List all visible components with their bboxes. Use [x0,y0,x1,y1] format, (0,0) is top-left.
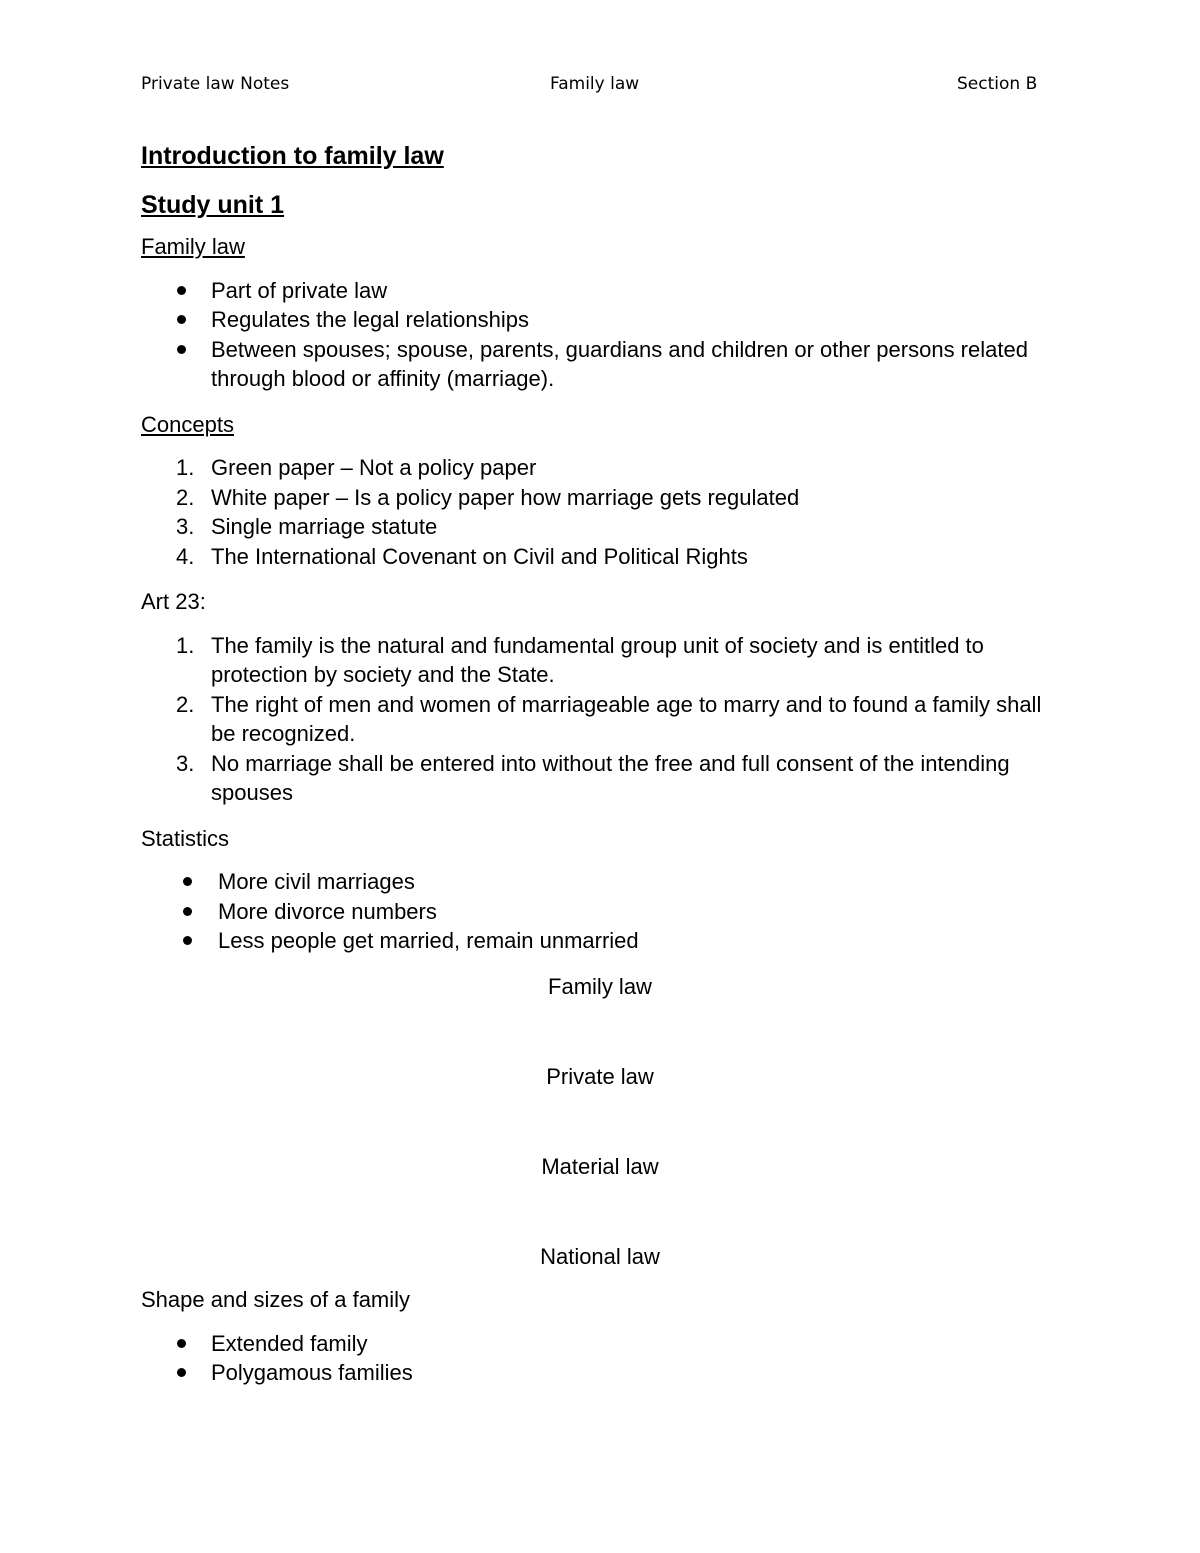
hierarchy-term: National law [540,1243,660,1269]
list-text: Green paper – Not a policy paper [211,455,537,480]
list-item: Part of private law [141,276,1061,306]
list-item: Regulates the legal relationships [141,305,1061,335]
list-item: Less people get married, remain unmarried [141,926,1061,956]
list-text: Single marriage statute [211,514,438,539]
list-item: Between spouses; spouse, parents, guardians and children or other persons related through blood or affinity (marriage). [141,335,1061,394]
hierarchy-term: Private law [546,1063,654,1089]
list-text: No marriage shall be entered into without the free and full consent of the intending spouses [211,750,1010,805]
list-item [141,631,1061,690]
list-text: The family is the natural and fundamental group unit of society and is entitled to protection by society and the State. [211,632,984,687]
study-unit-heading: Study unit 1 [141,191,285,219]
statistics-list [141,867,1061,956]
family-law-list [141,276,1061,394]
list-number: 4. [176,543,195,569]
list-text: The International Covenant on Civil and Political Rights [211,543,748,569]
header-center: Family law [550,74,640,94]
list-item [141,690,1061,749]
hierarchy-term: Material law [541,1153,659,1179]
list-item: Extended family [141,1329,1061,1359]
list-number: 1. [176,632,195,658]
list-item [141,512,1061,542]
list-item [141,749,1061,808]
statistics-heading: Statistics [141,825,230,851]
hierarchy-term: Family law [548,973,652,999]
art23-list [141,631,1061,808]
list-number: 3. [176,514,195,539]
list-item: More divorce numbers [141,897,1061,927]
list-text: The right of men and women of marriageable age to marry and to found a family shall be recognized. [211,691,1042,746]
concepts-list [141,453,1061,571]
family-law-heading: Family law [141,234,245,259]
shape-list [141,1329,1061,1388]
list-number: 3. [176,750,195,776]
list-item [141,453,1061,483]
concepts-heading: Concepts [141,411,234,437]
list-text: White paper – Is a policy paper how marriage gets regulated [211,484,800,510]
spacer [141,1001,1061,1062]
shape-heading: Shape and sizes of a family [141,1287,411,1312]
list-number: 2. [176,484,195,510]
list-number: 1. [176,455,195,480]
list-item: Polygamous families [141,1358,1061,1388]
list-item [141,542,1061,572]
list-number: 2. [176,691,195,717]
header-right: Section B [957,74,1038,94]
spacer [141,1091,1061,1152]
list-item: More civil marriages [141,867,1061,897]
header-left: Private law Notes [141,74,290,94]
document-body [141,140,1061,1404]
page-title: Introduction to family law [141,142,444,170]
list-item [141,483,1061,513]
spacer [141,1181,1061,1242]
art23-heading: Art 23: [141,589,206,614]
